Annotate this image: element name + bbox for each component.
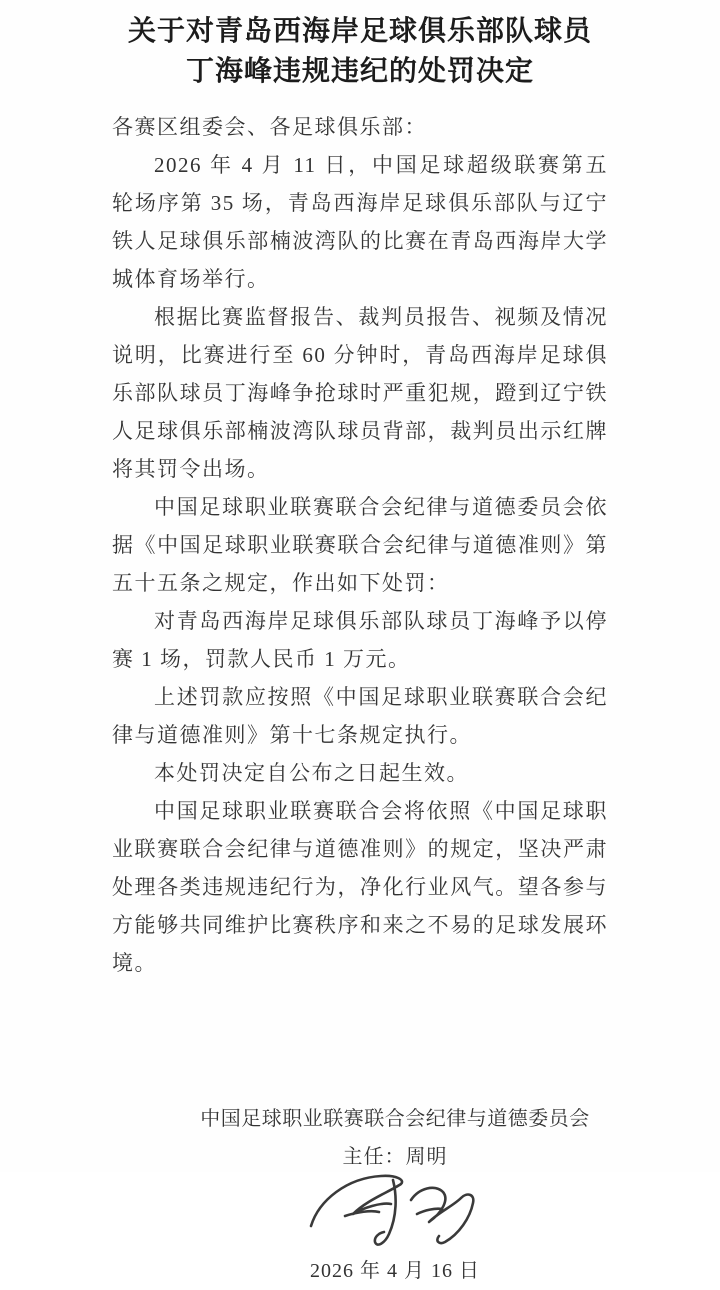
document-title: [0, 0, 720, 92]
document-date: 2026 年 4 月 16 日: [310, 1260, 480, 1282]
handwritten-signature-icon: [305, 1170, 485, 1254]
paragraph-closing-statement: 中国足球职业联赛联合会将依照《中国足球职业联赛联合会纪律与道德准则》的规定，坚决严肃处理各类违规违纪行为，净化行业风气。望各参与方能够共同维护比赛秩序和来之不易的足球发展环境。: [112, 799, 608, 975]
paragraph-incident-description: 根据比赛监督报告、裁判员报告、视频及情况说明，比赛进行至 60 分钟时，青岛西海岸足球俱乐部队球员丁海峰争抢球时严重犯规，蹬到辽宁铁人足球俱乐部楠波湾队球员背部，裁判员出示红牌将其罚令出场。: [112, 305, 608, 481]
issuing-organization: 中国足球职业联赛联合会纪律与道德委员会: [200, 1108, 590, 1130]
salutation-line: 各赛区组委会、各足球俱乐部：: [112, 115, 427, 139]
paragraph-effective-date: 本处罚决定自公布之日起生效。: [154, 761, 469, 785]
document-title-line2: 丁海峰违规违纪的处罚决定: [185, 56, 534, 87]
paragraph-match-info: 2026 年 4 月 11 日，中国足球超级联赛第五轮场序第 35 场，青岛西海岸足球俱乐部队与辽宁铁人足球俱乐部楠波湾队的比赛在青岛西海岸大学城体育场举行。: [112, 153, 608, 291]
signer-title-name: 主任：周明: [342, 1146, 448, 1168]
document-title-line1: 关于对青岛西海岸足球俱乐部队球员: [127, 16, 592, 47]
paragraph-fine-execution: 上述罚款应按照《中国足球职业联赛联合会纪律与道德准则》第十七条规定执行。: [112, 685, 608, 747]
paragraph-punishment: 对青岛西海岸足球俱乐部队球员丁海峰予以停赛 1 场，罚款人民币 1 万元。: [112, 609, 608, 671]
document-body: [112, 108, 608, 982]
signature-block: [0, 1100, 720, 1290]
paragraph-rule-basis: 中国足球职业联赛联合会纪律与道德委员会依据《中国足球职业联赛联合会纪律与道德准则》第五十五条之规定，作出如下处罚：: [112, 495, 608, 595]
